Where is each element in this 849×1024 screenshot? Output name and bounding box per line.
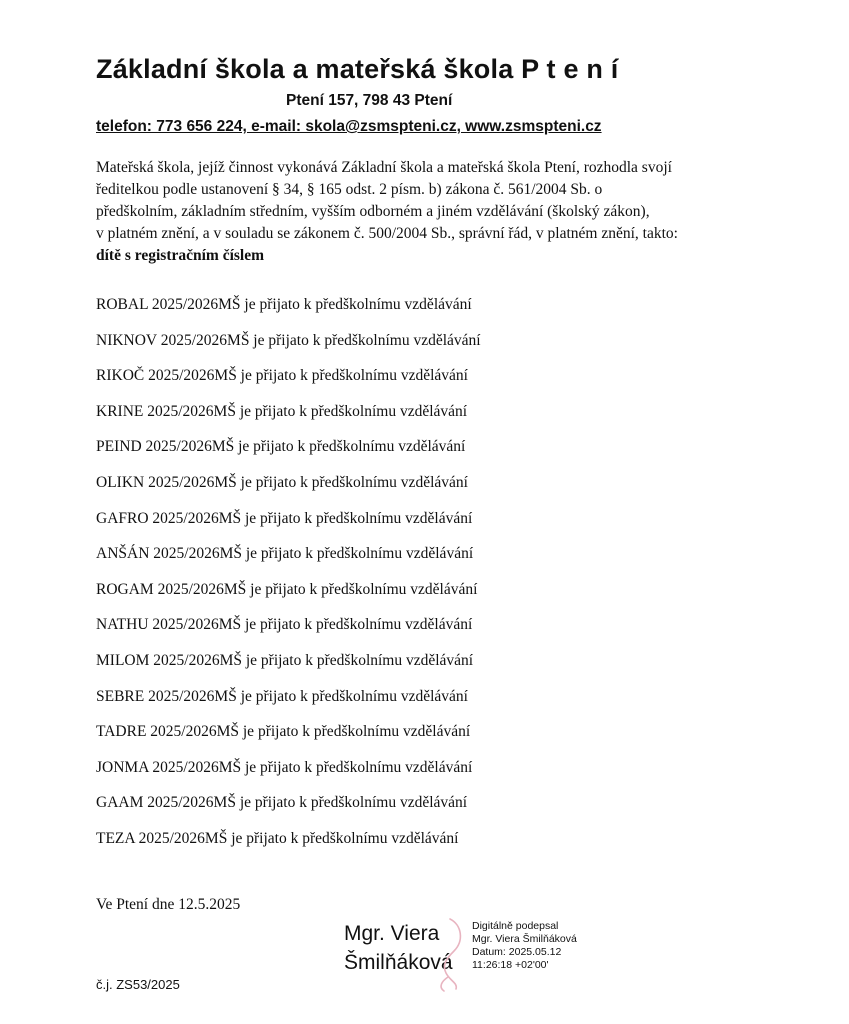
- signature-scribble-icon: [428, 915, 472, 993]
- intro-bold-line: dítě s registračním číslem: [96, 247, 265, 264]
- school-contact: telefon: 773 656 224, e-mail: skola@zsmspteni.cz, www.zsmspteni.cz: [96, 118, 602, 135]
- list-item: JONMA 2025/2026MŠ je přijato k předškolnímu vzdělávání: [96, 758, 473, 776]
- list-item: SEBRE 2025/2026MŠ je přijato k předškolnímu vzdělávání: [96, 687, 468, 705]
- intro-line: v platném znění, a v souladu se zákonem č. 500/2004 Sb., správní řád, v platném znění, takto:: [96, 225, 678, 242]
- intro-line: Mateřská škola, jejíž činnost vykonává Základní škola a mateřská škola Ptení, rozhodla svojí: [96, 159, 672, 176]
- decision-intro: [96, 157, 796, 267]
- list-item: ROGAM 2025/2026MŠ je přijato k předškolnímu vzdělávání: [96, 580, 478, 598]
- signature-detail-line: Datum: 2025.05.12: [472, 946, 562, 958]
- intro-line: ředitelkou podle ustanovení § 34, § 165 odst. 2 písm. b) zákona č. 561/2004 Sb. o: [96, 181, 603, 198]
- signature-name-line: Mgr. Viera: [344, 922, 440, 945]
- place-date: Ve Ptení dne 12.5.2025: [96, 896, 241, 913]
- signature-details: [472, 920, 577, 972]
- admission-list: [96, 294, 481, 864]
- list-item: RIKOČ 2025/2026MŠ je přijato k předškolnímu vzdělávání: [96, 367, 468, 385]
- reference-number: č.j. ZS53/2025: [96, 977, 180, 992]
- list-item: PEIND 2025/2026MŠ je přijato k předškolnímu vzdělávání: [96, 438, 466, 456]
- signature-detail-line: 11:26:18 +02'00': [472, 959, 549, 971]
- school-address: Ptení 157, 798 43 Ptení: [286, 92, 453, 109]
- school-name: Základní škola a mateřská škola P t e n í: [96, 54, 619, 84]
- list-item: OLIKN 2025/2026MŠ je přijato k předškolnímu vzdělávání: [96, 473, 468, 491]
- list-item: GAFRO 2025/2026MŠ je přijato k předškolnímu vzdělávání: [96, 509, 473, 527]
- intro-line: předškolním, základním středním, vyšším odborném a jiném vzdělávání (školský zákon),: [96, 203, 650, 220]
- list-item: GAAM 2025/2026MŠ je přijato k předškolnímu vzdělávání: [96, 794, 468, 812]
- signature-detail-line: Mgr. Viera Šmilňáková: [472, 933, 577, 945]
- signature-detail-line: Digitálně podepsal: [472, 920, 559, 932]
- digital-signature: [344, 915, 604, 995]
- list-item: NATHU 2025/2026MŠ je přijato k předškolnímu vzdělávání: [96, 616, 473, 634]
- list-item: KRINE 2025/2026MŠ je přijato k předškolnímu vzdělávání: [96, 402, 468, 420]
- list-item: MILOM 2025/2026MŠ je přijato k předškolnímu vzdělávání: [96, 651, 474, 669]
- list-item: ANŠÁN 2025/2026MŠ je přijato k předškolnímu vzdělávání: [96, 545, 474, 563]
- list-item: TADRE 2025/2026MŠ je přijato k předškolnímu vzdělávání: [96, 723, 471, 741]
- list-item: TEZA 2025/2026MŠ je přijato k předškolnímu vzdělávání: [96, 829, 459, 847]
- list-item: ROBAL 2025/2026MŠ je přijato k předškolnímu vzdělávání: [96, 296, 472, 313]
- list-item: NIKNOV 2025/2026MŠ je přijato k předškolnímu vzdělávání: [96, 331, 481, 349]
- signature-name-line: Šmilňáková: [344, 951, 453, 974]
